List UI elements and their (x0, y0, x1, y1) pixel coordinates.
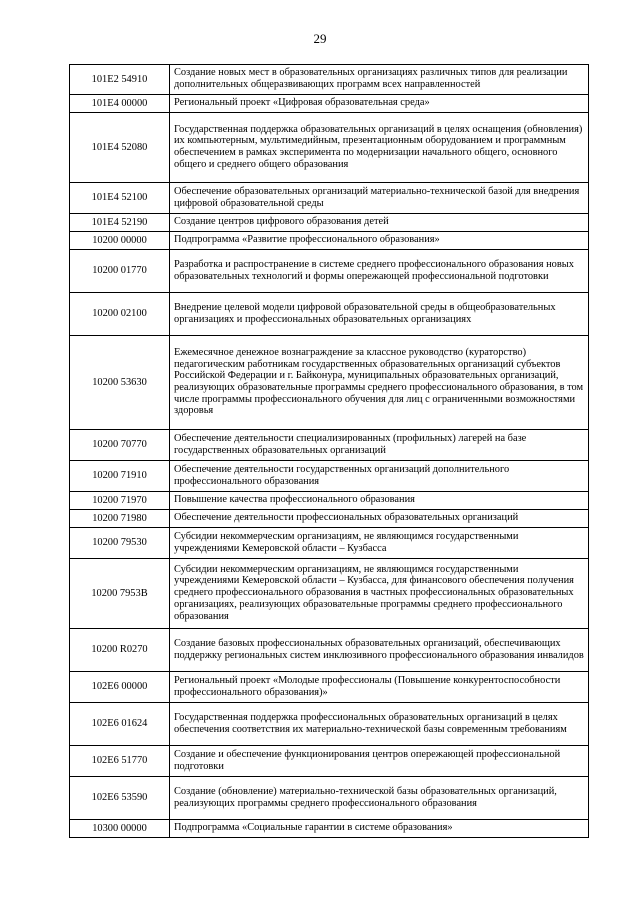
row-description: Обеспечение деятельности профессиональных образовательных организаций (170, 510, 589, 528)
row-description: Создание базовых профессиональных образовательных организаций, обеспечивающих поддержку региональных систем инклюзивного профессионального образования инвалидов (170, 629, 589, 672)
table-row (70, 820, 589, 838)
row-code: 10200 71970 (70, 492, 170, 510)
row-description: Обеспечение деятельности специализированных (профильных) лагерей на базе государственных образовательных организаций (170, 430, 589, 461)
row-code: 102E6 00000 (70, 672, 170, 703)
row-description: Субсидии некоммерческим организациям, не являющимся государственными учреждениями Кемеровской области – Кузбасса, для финансового обеспечения получения среднего профессионального образования в частных профессиональных образовательных организациях, реализующих образовательные программы среднего профессионального образования (170, 559, 589, 629)
table-row (70, 65, 589, 95)
budget-code-table (69, 64, 589, 838)
row-description: Подпрограмма «Социальные гарантии в системе образования» (170, 820, 589, 838)
row-description: Создание новых мест в образовательных организациях различных типов для реализации дополнительных общеразвивающих программ всех направленностей (170, 65, 589, 95)
row-description: Разработка и распространение в системе среднего профессионального образования новых образовательных технологий и формы опережающей профессиональной подготовки (170, 250, 589, 293)
row-code: 10200 79530 (70, 528, 170, 559)
row-description: Обеспечение деятельности государственных организаций дополнительного профессионального образования (170, 461, 589, 492)
row-code: 10200 01770 (70, 250, 170, 293)
page-number: 29 (313, 31, 327, 46)
row-description: Региональный проект «Цифровая образовательная среда» (170, 95, 589, 113)
table-row (70, 214, 589, 232)
row-description: Повышение качества профессионального образования (170, 492, 589, 510)
table-row (70, 293, 589, 336)
table-row (70, 430, 589, 461)
row-description: Государственная поддержка профессиональных образовательных организаций в целях обеспечения соответствия их материально-технической базы современным требованиям (170, 703, 589, 746)
row-code: 102E6 51770 (70, 746, 170, 777)
table-row (70, 492, 589, 510)
table-row (70, 703, 589, 746)
row-code: 101E2 54910 (70, 65, 170, 95)
table-row (70, 232, 589, 250)
table-row (70, 746, 589, 777)
table-row (70, 461, 589, 492)
row-description: Ежемесячное денежное вознаграждение за классное руководство (кураторство) педагогическим работникам государственных образовательных организаций субъектов Российской Федерации и г. Байконура, муниципальных образовательных организаций, реализующих образовательные программы среднего профессионального образования, в том числе программы профессионального обучения для лиц с ограниченными возможностями здоровья (170, 336, 589, 430)
table-row (70, 559, 589, 629)
row-code: 10200 R0270 (70, 629, 170, 672)
row-code: 102E6 53590 (70, 777, 170, 820)
row-description: Государственная поддержка образовательных организаций в целях оснащения (обновления) их компьютерным, мультимедийным, презентационным оборудованием и программным обеспечением в рамках эксперимента по модернизации начального общего, основного общего и среднего общего образования (170, 113, 589, 183)
row-code: 10200 53630 (70, 336, 170, 430)
table-row (70, 629, 589, 672)
table-row (70, 777, 589, 820)
table-row (70, 336, 589, 430)
row-description: Подпрограмма «Развитие профессионального образования» (170, 232, 589, 250)
row-description: Обеспечение образовательных организаций материально-технической базой для внедрения цифровой образовательной среды (170, 183, 589, 214)
row-code: 102E6 01624 (70, 703, 170, 746)
table-row (70, 250, 589, 293)
row-code: 10200 71980 (70, 510, 170, 528)
row-description: Создание и обеспечение функционирования центров опережающей профессиональной подготовки (170, 746, 589, 777)
table-row (70, 672, 589, 703)
row-code: 101E4 52100 (70, 183, 170, 214)
row-code: 10300 00000 (70, 820, 170, 838)
table-row (70, 510, 589, 528)
table-row (70, 183, 589, 214)
row-code: 10200 71910 (70, 461, 170, 492)
table-row (70, 528, 589, 559)
row-code: 10200 02100 (70, 293, 170, 336)
row-code: 101E4 52080 (70, 113, 170, 183)
row-description: Субсидии некоммерческим организациям, не являющимся государственными учреждениями Кемеровской области – Кузбасса (170, 528, 589, 559)
row-code: 101E4 52190 (70, 214, 170, 232)
row-description: Внедрение целевой модели цифровой образовательной среды в общеобразовательных организациях и профессиональных образовательных организациях (170, 293, 589, 336)
row-code: 10200 00000 (70, 232, 170, 250)
row-code: 101E4 00000 (70, 95, 170, 113)
row-code: 10200 70770 (70, 430, 170, 461)
row-description: Создание (обновление) материально-технической базы образовательных организаций, реализующих программы среднего профессионального образования (170, 777, 589, 820)
table-row (70, 113, 589, 183)
row-description: Создание центров цифрового образования детей (170, 214, 589, 232)
row-description: Региональный проект «Молодые профессионалы (Повышение конкурентоспособности профессионального образования)» (170, 672, 589, 703)
row-code: 10200 7953В (70, 559, 170, 629)
table-row (70, 95, 589, 113)
